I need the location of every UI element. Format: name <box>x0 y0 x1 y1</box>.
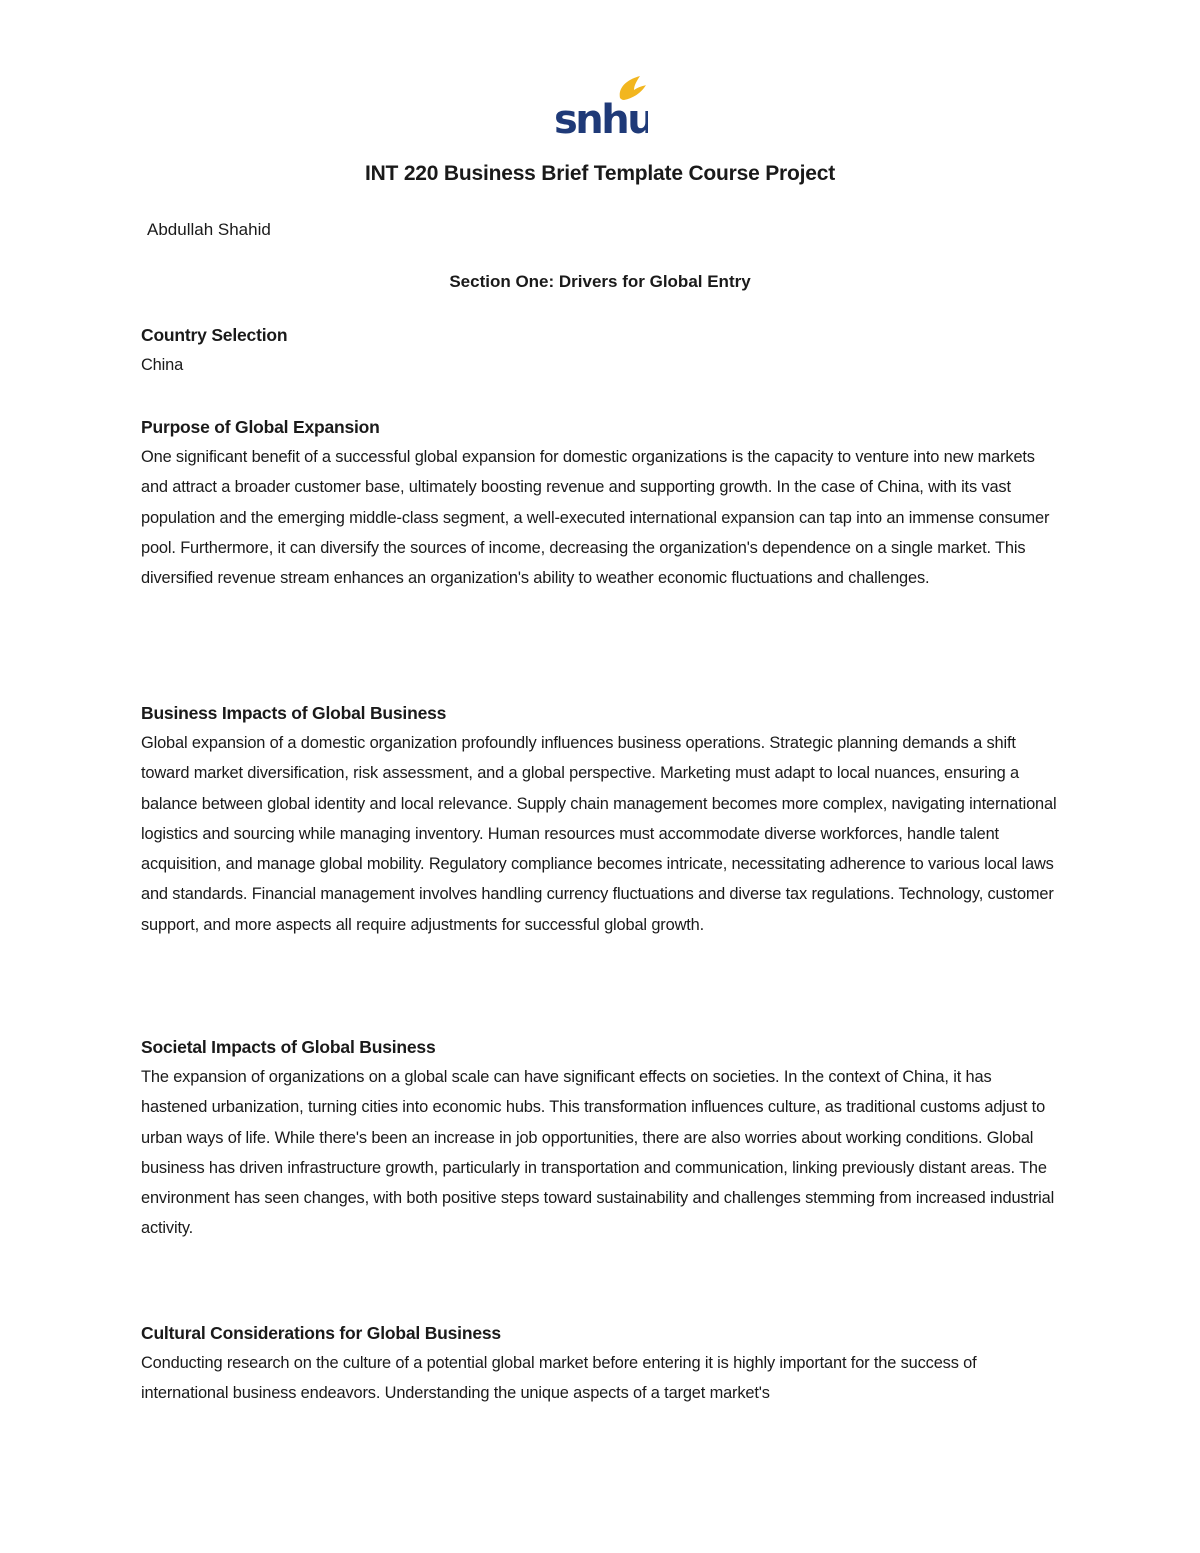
business-impacts-body: Global expansion of a domestic organization profoundly influences business operations. Strategic planning demands a shift toward market diversification, risk assessment, and a global perspective. Marketing must adapt to local nuances, ensuring a balance between global identity and local relevance. Supply chain management becomes more complex, navigating international logistics and sourcing while managing inventory. Human resources must accommodate diverse workforces, handle talent acquisition, and manage global mobility. Regulatory compliance becomes intricate, necessitating adherence to various local laws and standards. Financial management involves handling currency fluctuations and diverse tax regulations. Technology, customer support, and more aspects all require adjustments for successful global growth. <box>141 734 1057 934</box>
societal-impacts-body: The expansion of organizations on a global scale can have significant effects on societies. In the context of China, it has hastened urbanization, turning cities into economic hubs. This transformation influences culture, as traditional customs adjust to urban ways of life. While there's been an increase in job opportunities, there are also worries about working conditions. Global business has driven infrastructure growth, particularly in transportation and communication, linking previously distant areas. The environment has seen changes, with both positive steps toward sustainability and challenges stemming from increased industrial activity. <box>141 1068 1055 1238</box>
societal-impacts-heading: Societal Impacts of Global Business <box>141 1037 436 1057</box>
country-selection-section <box>141 320 1061 380</box>
cultural-considerations-heading: Cultural Considerations for Global Business <box>141 1323 501 1343</box>
purpose-section <box>141 412 1061 593</box>
purpose-body: One significant benefit of a successful global expansion for domestic organizations is the capacity to venture into new markets and attract a broader customer base, ultimately boosting revenue and supporting growth. In the case of China, with its vast population and the emerging middle-class segment, a well-executed international expansion can tap into an immense consumer pool. Furthermore, it can diversify the sources of income, decreasing the organization's dependence on a single market. This diversified revenue stream enhances an organization's ability to weather economic fluctuations and challenges. <box>141 448 1050 588</box>
societal-impacts-section <box>141 1032 1061 1244</box>
document-title: INT 220 Business Brief Template Course Project <box>364 162 836 185</box>
leaf-flame-icon <box>548 72 648 138</box>
country-selection-body: China <box>141 356 184 374</box>
section-title: Section One: Drivers for Global Entry <box>449 272 751 291</box>
logo-wordmark: snhu <box>554 97 648 138</box>
author-name: Abdullah Shahid <box>147 220 271 239</box>
business-impacts-section <box>141 698 1061 940</box>
cultural-considerations-section <box>141 1318 1061 1409</box>
business-impacts-heading: Business Impacts of Global Business <box>141 703 447 723</box>
purpose-heading: Purpose of Global Expansion <box>141 417 380 437</box>
cultural-considerations-body: Conducting research on the culture of a potential global market before entering it is highly important for the success of international business endeavors. Understanding the unique aspects of a target market's <box>141 1354 977 1403</box>
country-selection-heading: Country Selection <box>141 325 288 345</box>
snhu-logo <box>548 72 648 138</box>
